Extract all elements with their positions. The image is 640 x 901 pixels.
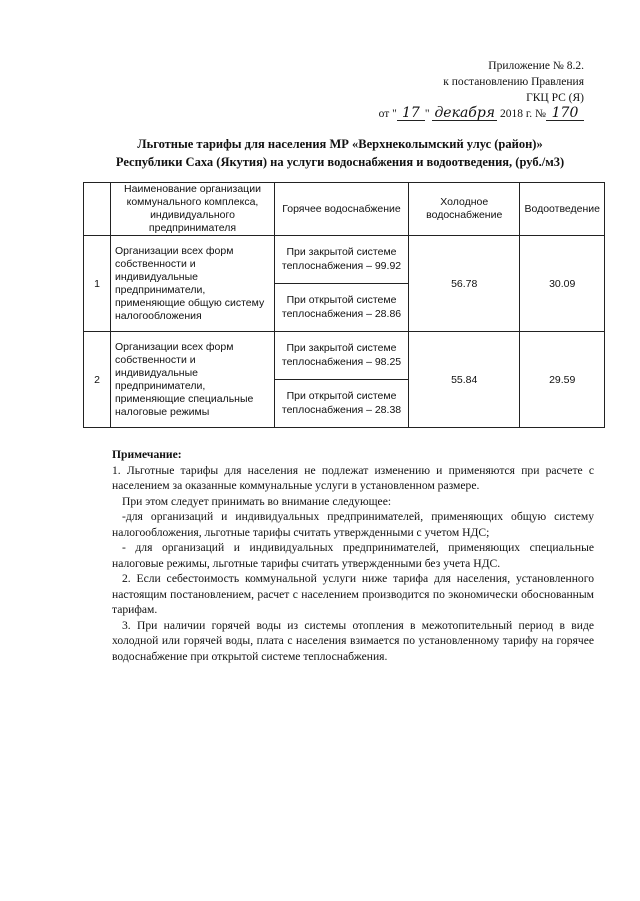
tariff-table: [83, 182, 605, 428]
row-hot-open: При открытой системе теплоснабжения – 28.38: [275, 380, 409, 428]
handwritten-month: декабря: [434, 105, 496, 121]
note-paragraph: 1. Льготные тарифы для населения не подлежат изменению и применяются при расчете с населением за оказанные коммунальные услуги в установленном размере.: [112, 463, 594, 492]
note-paragraph: При этом следует принимать во внимание следующее:: [122, 494, 392, 508]
appendix-date-line: [324, 106, 584, 122]
row-drainage-value: 29.59: [520, 332, 605, 428]
note-paragraph: -для организаций и индивидуальных предпринимателей, применяющих общую систему налогообложения, льготные тарифы считать утвержденными с учетом НДС;: [112, 510, 594, 539]
table-row: [84, 332, 605, 380]
row-organization: Организации всех форм собственности и индивидуальные предприниматели, применяющие общую систему налогообложения: [111, 236, 275, 332]
row-hot-closed: При закрытой системе теплоснабжения – 99.92: [275, 236, 409, 284]
row-cold-value: 55.84: [409, 332, 520, 428]
row-organization: Организации всех форм собственности и индивидуальные предприниматели, применяющие специальные налоговые режимы: [111, 332, 275, 428]
header-org: Наименование организации коммунального комплекса, индивидуального предпринимателя: [111, 183, 275, 236]
handwritten-day: 17: [397, 107, 425, 121]
date-prefix: от ": [378, 108, 397, 120]
header-num: [84, 183, 111, 236]
title-line-2: Республики Саха (Якутия) на услуги водоснабжения и водоотведения, (руб./м3): [115, 155, 565, 169]
row-hot-open: При открытой системе теплоснабжения – 28.86: [275, 284, 409, 332]
row-hot-closed: При закрытой системе теплоснабжения – 98.25: [275, 332, 409, 380]
row-number: 2: [84, 332, 111, 428]
appendix-line-1: Приложение № 8.2.: [488, 60, 584, 72]
date-quote: ": [424, 108, 430, 120]
handwritten-number: 170: [546, 107, 584, 121]
note-paragraph: - для организаций и индивидуальных предпринимателей, применяющих специальные налоговые режимы, льготные тарифы считать утвержденными без учета НДС.: [112, 541, 594, 570]
appendix-line-2: к постановлению Правления: [443, 76, 584, 88]
note-paragraph: 3. При наличии горячей воды из системы отопления в межотопительный период в виде холодной или горячей воды, плата с населения взимается по установленному тарифу на горячее водоснабжение при открытой системе теплоснабжения.: [112, 618, 594, 663]
table-row: [84, 236, 605, 284]
notes-heading: Примечание:: [112, 448, 182, 461]
title-line-1: Льготные тарифы для населения МР «Верхнеколымский улус (район)»: [137, 137, 543, 151]
note-paragraph: 2. Если себестоимость коммунальной услуги ниже тарифа для населения, установленного настоящим постановлением, расчет с населением производится по экономически обоснованным тарифам.: [112, 572, 594, 616]
appendix-header: [324, 58, 584, 122]
header-drainage: Водоотведение: [520, 183, 605, 236]
row-number: 1: [84, 236, 111, 332]
header-hot-water: Горячее водоснабжение: [275, 183, 409, 236]
appendix-line-3: ГКЦ РС (Я): [526, 92, 584, 104]
header-cold-water: Холодное водоснабжение: [409, 183, 520, 236]
document-title: [80, 135, 600, 171]
row-cold-value: 56.78: [409, 236, 520, 332]
row-drainage-value: 30.09: [520, 236, 605, 332]
notes-section: [112, 447, 594, 664]
date-year: 2018 г. №: [499, 108, 546, 120]
table-header-row: [84, 183, 605, 236]
